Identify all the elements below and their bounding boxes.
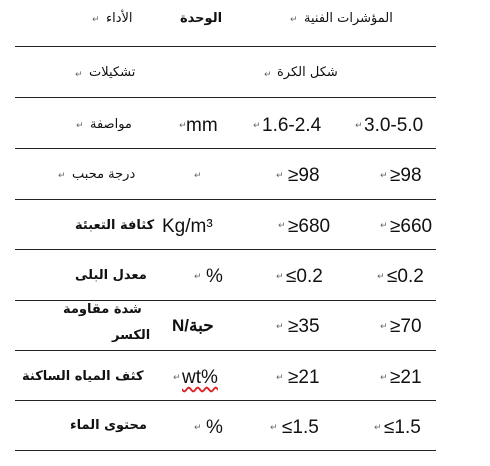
spec-label: مواصفة: [90, 117, 132, 132]
row-divider: [15, 400, 436, 401]
cell-marker: ↵: [194, 423, 202, 433]
header-performance: الأداء: [106, 11, 133, 26]
cell-marker: ↵: [278, 221, 286, 231]
cell-marker: ↵: [380, 171, 388, 181]
formations-value: شكل الكرة: [277, 65, 338, 80]
formations-label: تشكيلات: [89, 65, 136, 80]
cell-marker: ↵: [173, 373, 181, 383]
row-divider: [15, 46, 436, 47]
row-divider: [15, 199, 436, 200]
header-unit: الوحدة: [180, 11, 223, 26]
crush-value-2: ≥70: [390, 316, 422, 337]
cell-marker: ↵: [194, 171, 202, 181]
water-content-value-1: ≤1.5: [282, 417, 319, 438]
crush-label-line1: شدة مقاومة: [63, 302, 142, 317]
density-value-2: ≥660: [390, 216, 433, 237]
wear-unit: %: [206, 266, 223, 287]
cell-marker: ↵: [194, 272, 202, 282]
static-water-value-1: ≥21: [288, 367, 320, 388]
cell-marker: ↵: [75, 70, 83, 80]
row-divider: [15, 97, 436, 98]
density-unit: Kg/m³: [162, 216, 213, 237]
density-label: كثافة التعبئة: [75, 218, 155, 233]
row-divider: [15, 350, 436, 351]
granularity-value-2: ≥98: [390, 165, 422, 186]
cell-marker: ↵: [276, 373, 284, 383]
row-divider: [15, 148, 436, 149]
water-content-unit: %: [206, 417, 223, 438]
cell-marker: ↵: [380, 373, 388, 383]
crush-label-line2: الكسر: [112, 328, 151, 343]
wear-label: معدل البلى: [75, 268, 147, 283]
row-divider: [15, 249, 436, 250]
granularity-value-1: ≥98: [288, 165, 320, 186]
cell-marker: ↵: [76, 121, 84, 131]
cell-marker: ↵: [276, 171, 284, 181]
crush-unit: حبة/N: [172, 316, 214, 335]
static-water-unit: wt%: [182, 367, 218, 388]
cell-marker: ↵: [270, 423, 278, 433]
cell-marker: ↵: [58, 171, 66, 181]
cell-marker: ↵: [276, 322, 284, 332]
cell-marker: ↵: [276, 272, 284, 282]
spec-value-1: 1.6-2.4: [262, 115, 322, 136]
granularity-label: درجة محبب: [72, 167, 136, 182]
cell-marker: ↵: [380, 221, 388, 231]
row-divider: [15, 450, 436, 451]
cell-marker: ↵: [377, 272, 385, 282]
cell-marker: ↵: [264, 70, 272, 80]
cell-marker: ↵: [355, 121, 363, 131]
cell-marker: ↵: [92, 15, 100, 25]
water-content-label: محتوى الماء: [70, 418, 147, 433]
wear-value-2: ≤0.2: [387, 266, 424, 287]
row-divider: [15, 300, 436, 301]
spec-value-2: 3.0-5.0: [364, 115, 424, 136]
density-value-1: ≥680: [288, 216, 331, 237]
static-water-label: كثف المياه الساكنة: [22, 369, 144, 384]
cell-marker: ↵: [290, 15, 298, 25]
cell-marker: ↵: [179, 121, 187, 131]
cell-marker: ↵: [380, 322, 388, 332]
header-indicators: المؤشرات الفنية: [304, 11, 393, 26]
water-content-value-2: ≤1.5: [384, 417, 421, 438]
cell-marker: ↵: [253, 121, 261, 131]
cell-marker: ↵: [374, 423, 382, 433]
spec-unit: mm: [186, 115, 218, 136]
static-water-value-2: ≥21: [390, 367, 422, 388]
wear-value-1: ≤0.2: [286, 266, 323, 287]
crush-value-1: ≥35: [288, 316, 320, 337]
